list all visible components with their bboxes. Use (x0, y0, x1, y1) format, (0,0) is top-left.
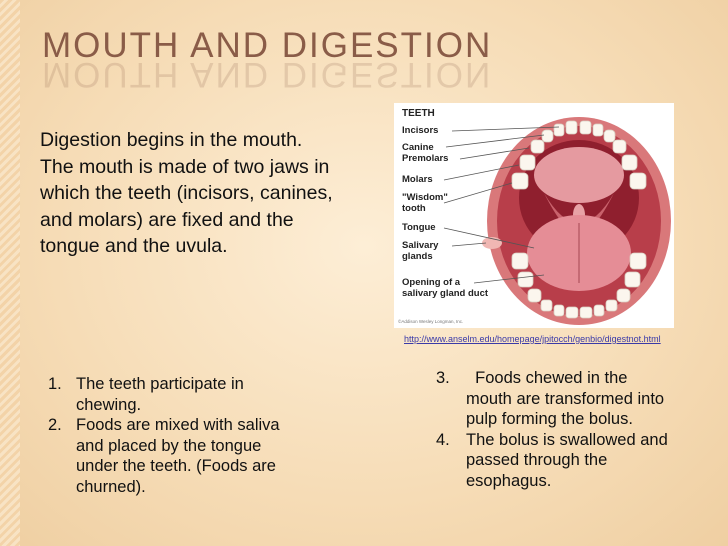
list-text: Foods are mixed with saliva and placed by the tongue under the teeth. (Foods are churned). (76, 416, 280, 496)
label-wisdom: "Wisdom" (402, 192, 448, 203)
figure-credit: ©Addison Wesley Longman, Inc. (398, 319, 464, 324)
list-text: The teeth participate in chewing. (76, 375, 244, 414)
left-list (48, 374, 298, 497)
list-number: 1. (48, 375, 62, 393)
label-incisors: Incisors (402, 125, 439, 136)
list-text: The bolus is swallowed and passed through the esophagus. (466, 430, 668, 490)
label-opening: Opening of a (402, 277, 461, 288)
slide-title: MOUTH AND DIGESTION (42, 26, 493, 65)
label-tongue: Tongue (402, 222, 436, 233)
list-item (436, 368, 676, 430)
list-text: Foods chewed in the mouth are transformed into pulp forming the bolus. (466, 369, 669, 428)
label-tooth: tooth (402, 203, 426, 214)
decorative-stripe (0, 0, 20, 546)
list-number: 3. (436, 369, 450, 387)
list-item (436, 430, 676, 492)
intro-paragraph: Digestion begins in the mouth. The mouth is made of two jaws in which the teeth (incisors, canines, and molars) are fixed and the tongue and the uvula. (40, 129, 333, 257)
label-canine: Canine (402, 142, 434, 153)
source-link[interactable]: http://www.anselm.edu/homepage/jpitocch/genbio/digestnot.html (404, 334, 661, 344)
list-number: 2. (48, 416, 62, 434)
list-item (48, 415, 298, 497)
teeth-diagram (394, 103, 674, 328)
label-glands: glands (402, 251, 433, 262)
label-duct: salivary gland duct (402, 288, 489, 299)
right-list (436, 368, 676, 491)
label-molars: Molars (402, 174, 433, 185)
figure-heading: TEETH (402, 108, 435, 119)
label-premolars: Premolars (402, 153, 449, 164)
list-item (48, 374, 298, 415)
label-salivary: Salivary (402, 240, 439, 251)
list-number: 4. (436, 430, 450, 449)
title-reflection: MOUTH AND DIGESTION (42, 55, 493, 94)
